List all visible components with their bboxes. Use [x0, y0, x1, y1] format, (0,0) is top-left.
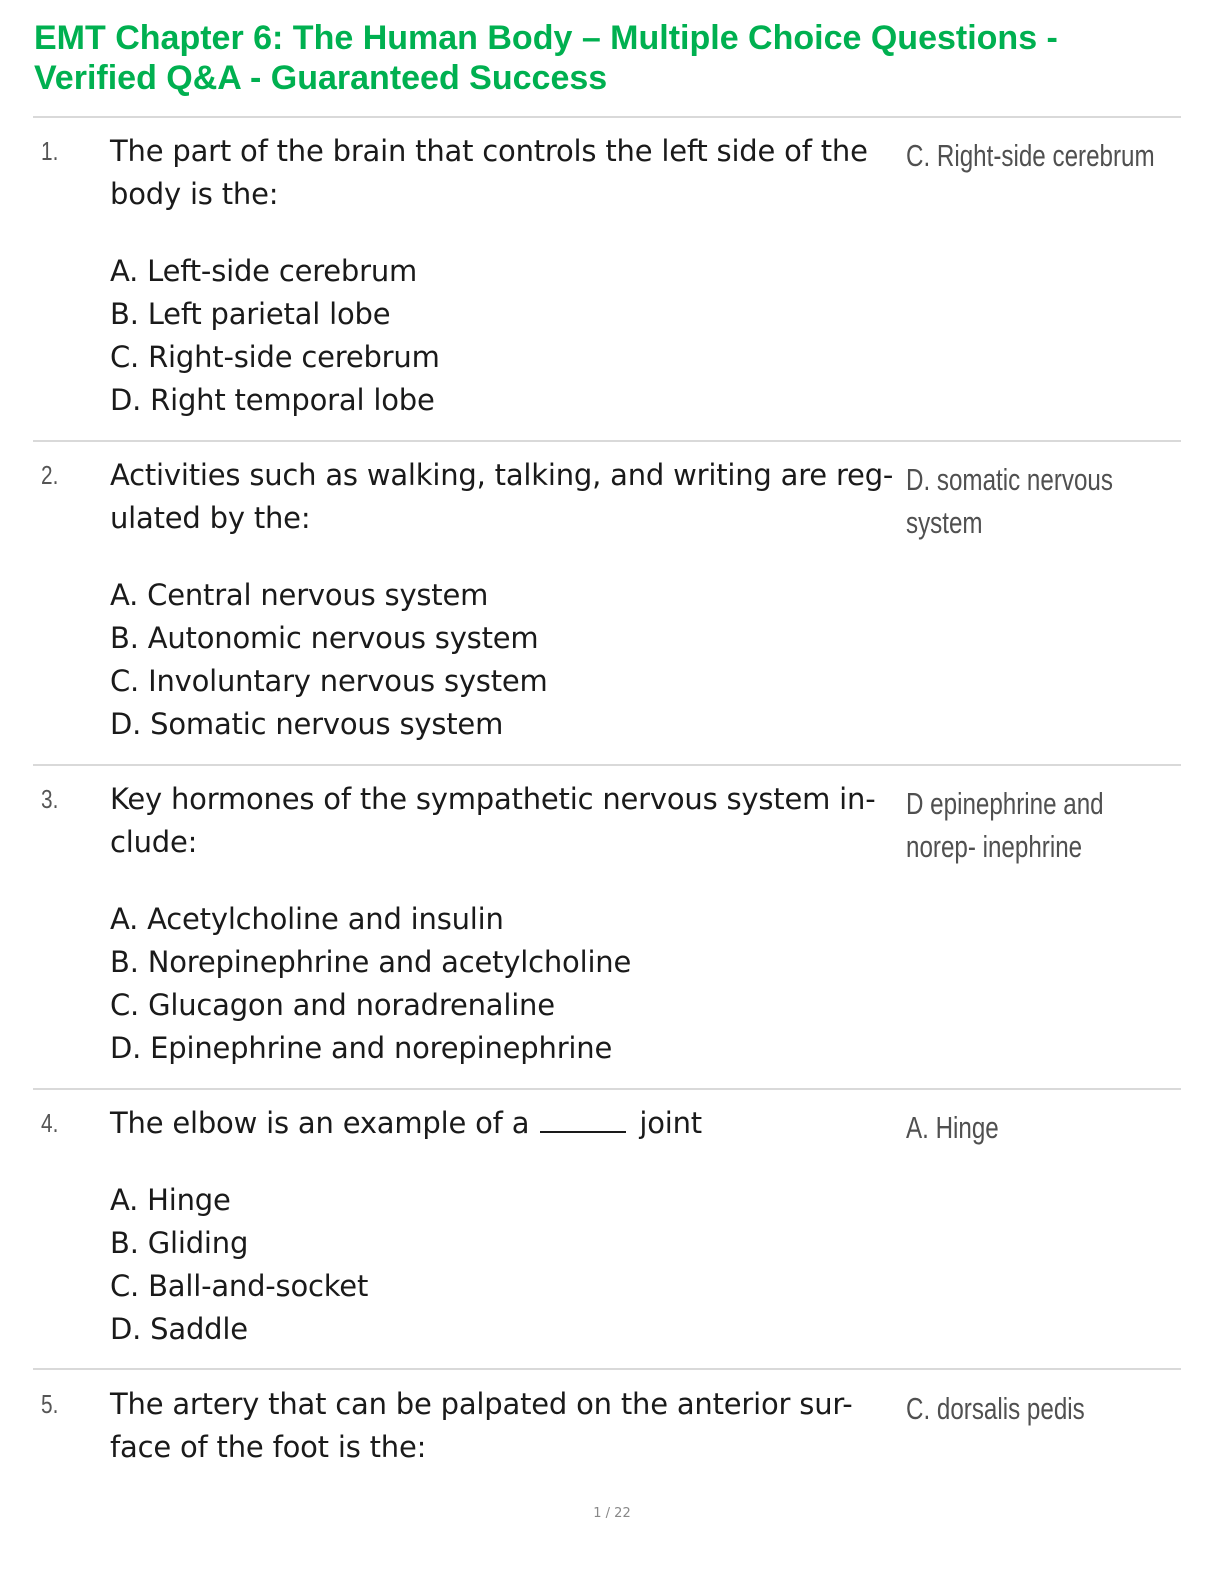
page-number: 1 / 22	[593, 1506, 631, 1521]
answer-text: A. Hinge	[906, 1110, 999, 1145]
question-number: 1.	[41, 136, 59, 166]
option-c: C. Glucagon and noradrenaline	[110, 988, 555, 1022]
question-divider	[33, 1088, 1181, 1090]
question-number: 2.	[41, 460, 59, 490]
question-text-before-blank: The elbow is an example of a	[110, 1106, 530, 1140]
option-b: B. Autonomic nervous system	[110, 621, 539, 655]
question-number: 5.	[41, 1389, 59, 1419]
option-b: B. Norepinephrine and acetylcholine	[110, 945, 632, 979]
title-divider	[33, 116, 1181, 118]
question-divider	[33, 440, 1181, 442]
option-d: D. Saddle	[110, 1312, 248, 1346]
option-a: A. Central nervous system	[110, 578, 489, 612]
option-d: D. Somatic nervous system	[110, 707, 504, 741]
question-text: Key hormones of the sympathetic nervous system in- clude:	[110, 782, 876, 859]
option-list	[110, 1179, 895, 1351]
option-a: A. Acetylcholine and insulin	[110, 902, 504, 936]
question-text: The artery that can be palpated on the anterior sur- face of the foot is the:	[110, 1387, 853, 1464]
question-text: Activities such as walking, talking, and writing are reg- ulated by the:	[110, 458, 894, 535]
question-divider	[33, 1368, 1181, 1370]
question-divider	[33, 764, 1181, 766]
answer-text: D epinephrine and norep- inephrine	[906, 786, 1104, 864]
option-list	[110, 574, 895, 746]
answer-text: C. dorsalis pedis	[906, 1391, 1085, 1426]
option-list	[110, 898, 895, 1070]
option-c: C. Right-side cerebrum	[110, 340, 440, 374]
option-a: A. Hinge	[110, 1183, 231, 1217]
option-c: C. Ball-and-socket	[110, 1269, 369, 1303]
question-text-after-blank: joint	[639, 1106, 702, 1140]
answer-text: D. somatic nervous system	[906, 462, 1113, 540]
option-b: B. Gliding	[110, 1226, 249, 1260]
option-b: B. Left parietal lobe	[110, 297, 391, 331]
option-a: A. Left-side cerebrum	[110, 254, 418, 288]
option-c: C. Involuntary nervous system	[110, 664, 548, 698]
option-d: D. Right temporal lobe	[110, 383, 435, 417]
question-number: 3.	[41, 784, 59, 814]
question-text	[110, 1102, 895, 1145]
question-number: 4.	[41, 1108, 59, 1138]
document-title: EMT Chapter 6: The Human Body – Multiple Choice Questions - Verified Q&A - Guaranteed Success	[34, 19, 1058, 97]
answer-text: C. Right-side cerebrum	[906, 138, 1155, 173]
question-text: The part of the brain that controls the left side of the body is the:	[110, 134, 868, 211]
option-d: D. Epinephrine and norepinephrine	[110, 1031, 613, 1065]
fill-in-blank	[540, 1105, 626, 1133]
option-list	[110, 250, 895, 422]
